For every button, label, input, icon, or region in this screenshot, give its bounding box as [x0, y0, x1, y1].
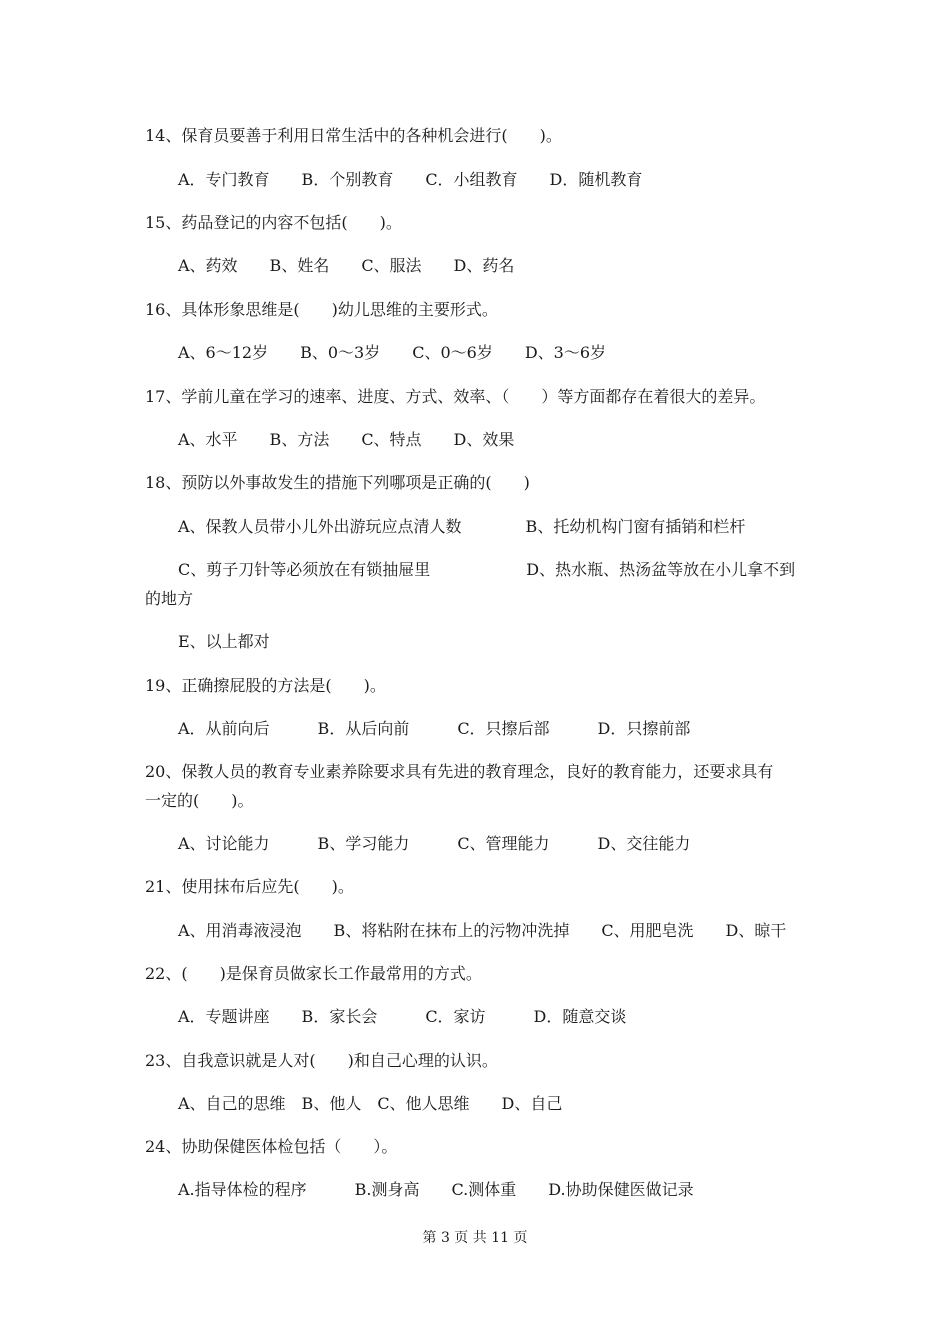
question-14: 14、保育员要善于利用日常生活中的各种机会进行( )。	[145, 126, 562, 145]
options-15: A、药效 B、姓名 C、服法 D、药名	[178, 256, 515, 275]
question-18: 18、预防以外事故发生的措施下列哪项是正确的( )	[145, 473, 530, 492]
question-16: 16、具体形象思维是( )幼儿思维的主要形式。	[145, 300, 498, 319]
options-14: A．专门教育 B．个别教育 C．小组教育 D．随机教育	[178, 170, 643, 189]
options-18-line2: C、剪子刀针等必须放在有锁抽屉里 D、热水瓶、热汤盆等放在小儿拿不到	[178, 560, 796, 579]
options-22: A．专题讲座 B．家长会 C．家访 D．随意交谈	[178, 1007, 627, 1026]
question-24: 24、协助保健医体检包括（ ）。	[145, 1137, 398, 1156]
options-17: A、水平 B、方法 C、特点 D、效果	[178, 430, 515, 449]
options-20: A、讨论能力 B、学习能力 C、管理能力 D、交往能力	[178, 834, 691, 853]
question-19: 19、正确擦屁股的方法是( )。	[145, 676, 386, 695]
page-footer: 第 3 页 共 11 页	[422, 1230, 528, 1246]
question-21: 21、使用抹布后应先( )。	[145, 877, 354, 896]
options-18-line1: A、保教人员带小儿外出游玩应点清人数 B、托幼机构门窗有插销和栏杆	[178, 517, 746, 536]
options-19: A．从前向后 B．从后向前 C．只擦后部 D．只擦前部	[178, 719, 691, 738]
options-24: A.指导体检的程序 B.测身高 C.测体重 D.协助保健医做记录	[178, 1180, 694, 1199]
question-15: 15、药品登记的内容不包括( )。	[145, 213, 402, 232]
question-17: 17、学前儿童在学习的速率、进度、方式、效率、（ ）等方面都存在着很大的差异。	[145, 387, 766, 406]
question-20-cont: 一定的( )。	[145, 791, 254, 810]
question-20: 20、保教人员的教育专业素养除要求具有先进的教育理念，良好的教育能力，还要求具有	[145, 762, 774, 781]
options-23: A、自己的思维 B、他人 C、他人思维 D、自己	[178, 1094, 563, 1113]
question-22: 22、( )是保育员做家长工作最常用的方式。	[145, 964, 482, 983]
options-18-line2-cont: 的地方	[145, 589, 194, 608]
options-21: A、用消毒液浸泡 B、将粘附在抹布上的污物冲洗掉 C、用肥皂洗 D、晾干	[178, 921, 787, 940]
options-16: A、6～12岁 B、0～3岁 C、0～6岁 D、3～6岁	[178, 343, 607, 362]
question-23: 23、自我意识就是人对( )和自己心理的认识。	[145, 1051, 498, 1070]
options-18-line3: E、以上都对	[178, 632, 270, 651]
